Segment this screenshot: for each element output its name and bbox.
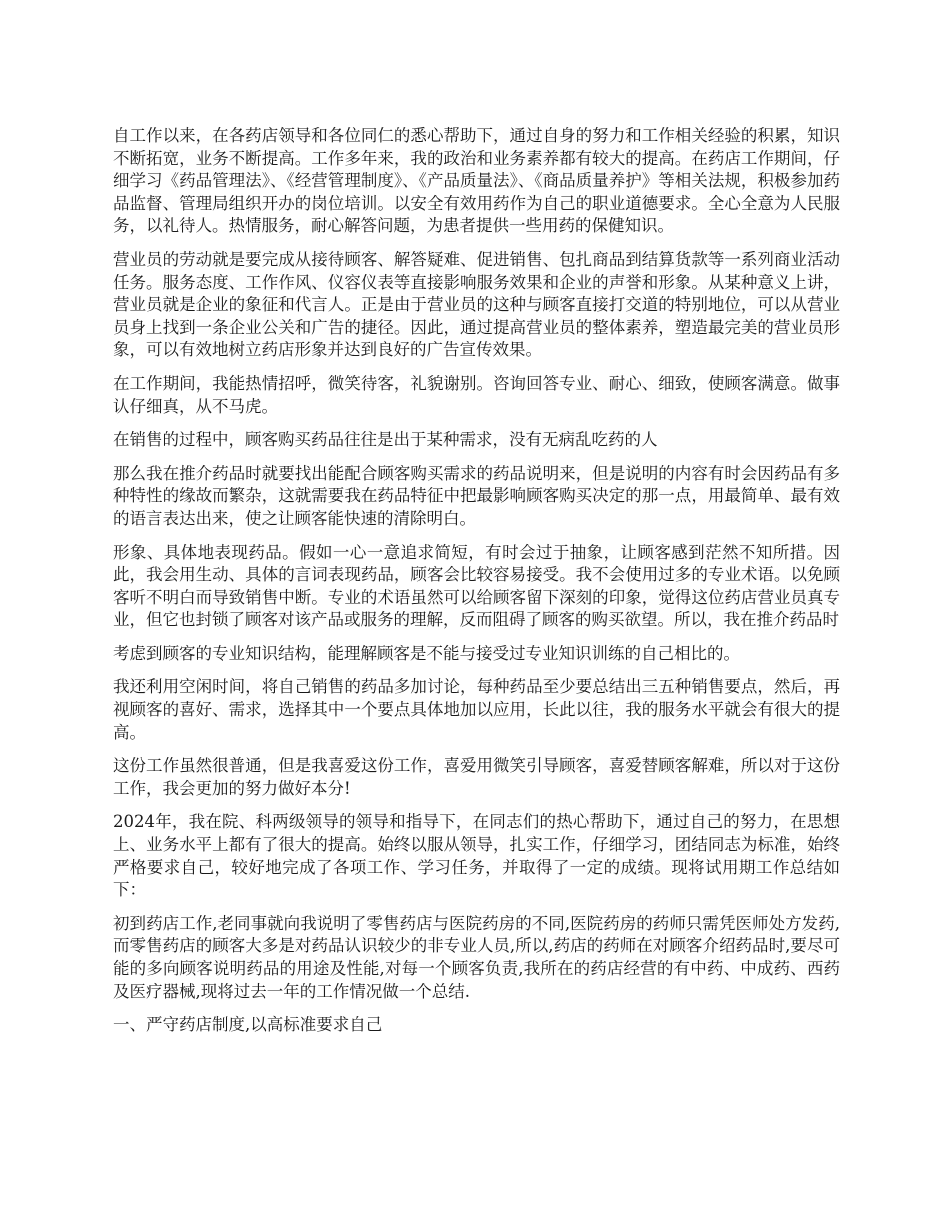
paragraph-concrete-expression: 形象、具体地表现药品。假如一心一意追求简短，有时会过于抽象，让顾客感到茫然不知所措。因此，我会用生动、具体的言词表现药品，顾客会比较容易接受。我不会使用过多的专业术语。以免顾客听不明白而导致销售中断。专业的术语虽然可以给顾客留下深刻的印象，觉得这位药店营业员真专业，但它也封锁了顾客对该产品或服务的理解，反而阻碍了顾客的购买欲望。所以，我在推介药品时 — [113, 542, 840, 630]
paragraph-intro: 自工作以来，在各药店领导和各位同仁的悉心帮助下，通过自身的努力和工作相关经验的积累，知识不断拓宽，业务不断提高。工作多年来，我的政治和业务素养都有较大的提高。在药店工作期间，仔细学习《药品管理法》、《经营管理制度》、《产品质量法》、《商品质量养护》等相关法规，积极参加药品监督、管理局组织开办的岗位培训。以安全有效用药作为自己的职业道德要求。全心全意为人民服务，以礼待人。热情服务，耐心解答问题，为患者提供一些用药的保健知识。 — [113, 126, 840, 236]
paragraph-attitude: 在工作期间，我能热情招呼，微笑待客，礼貌谢别。咨询回答专业、耐心、细致，使顾客满意。做事认仔细真，从不马虎。 — [113, 373, 840, 416]
paragraph-year-summary: 2024年，我在院、科两级领导的领导和指导下，在同志们的热心帮助下，通过自己的努力，在思想上、业务水平上都有了很大的提高。始终以服从领导，扎实工作，仔细学习，团结同志为标准，始终严格要求自己，较好地完成了各项工作、学习任务，并取得了一定的成绩。现将试用期工作总结如下： — [113, 812, 840, 900]
paragraph-customer-knowledge: 考虑到顾客的专业知识结构，能理解顾客是不能与接受过专业知识训练的自己相比的。 — [113, 643, 740, 663]
paragraph-product-explanation: 那么我在推介药品时就要找出能配合顾客购买需求的药品说明来，但是说明的内容有时会因药品有多种特性的缘故而繁杂，这就需要我在药品特征中把最影响顾客购买决定的那一点，用最简单、最有效的语言表达出来，使之让顾客能快速的清除明白。 — [113, 463, 840, 528]
paragraph-customer-needs: 在销售的过程中，顾客购买药品往往是出于某种需求，没有无病乱吃药的人 — [113, 430, 658, 450]
paragraph-self-study: 我还利用空闲时间，将自己销售的药品多加讨论，每种药品至少要总结出三五种销售要点，然后，再视顾客的喜好、需求，选择其中一个要点具体地加以应用，长此以往，我的服务水平就会有很大的提高。 — [113, 677, 840, 742]
document-body — [113, 125, 840, 1048]
paragraph-job-love: 这份工作虽然很普通，但是我喜爱这份工作，喜爱用微笑引导顾客，喜爱替顾客解难，所以对于这份工作，我会更加的努力做好本分! — [113, 756, 840, 798]
section-heading-1: 一、严守药店制度,以高标准要求自己 — [113, 1015, 383, 1035]
paragraph-salesperson-role: 营业员的劳动就是要完成从接待顾客、解答疑难、促进销售、包扎商品到结算货款等一系列商业活动任务。服务态度、工作作风、仪容仪表等直接影响服务效果和企业的声誉和形象。从某种意义上讲，营业员就是企业的象征和代言人。正是由于营业员的这种与顾客直接打交道的特别地位，可以从营业员身上找到一条企业公关和广告的捷径。因此，通过提高营业员的整体素养，塑造最完美的营业员形象，可以有效地树立药店形象并达到良好的广告宣传效果。 — [113, 249, 840, 360]
paragraph-pharmacy-intro: 初到药店工作,老同事就向我说明了零售药店与医院药房的不同,医院药房的药师只需凭医师处方发药,而零售药店的顾客大多是对药品认识较少的非专业人员,所以,药店的药师在对顾客介绍药品时,要尽可能的多向顾客说明药品的用途及性能,对每一个顾客负责,我所在的药店经营的有中药、中成药、西药及医疗器械,现将过去一年的工作情况做一个总结. — [113, 913, 840, 1001]
